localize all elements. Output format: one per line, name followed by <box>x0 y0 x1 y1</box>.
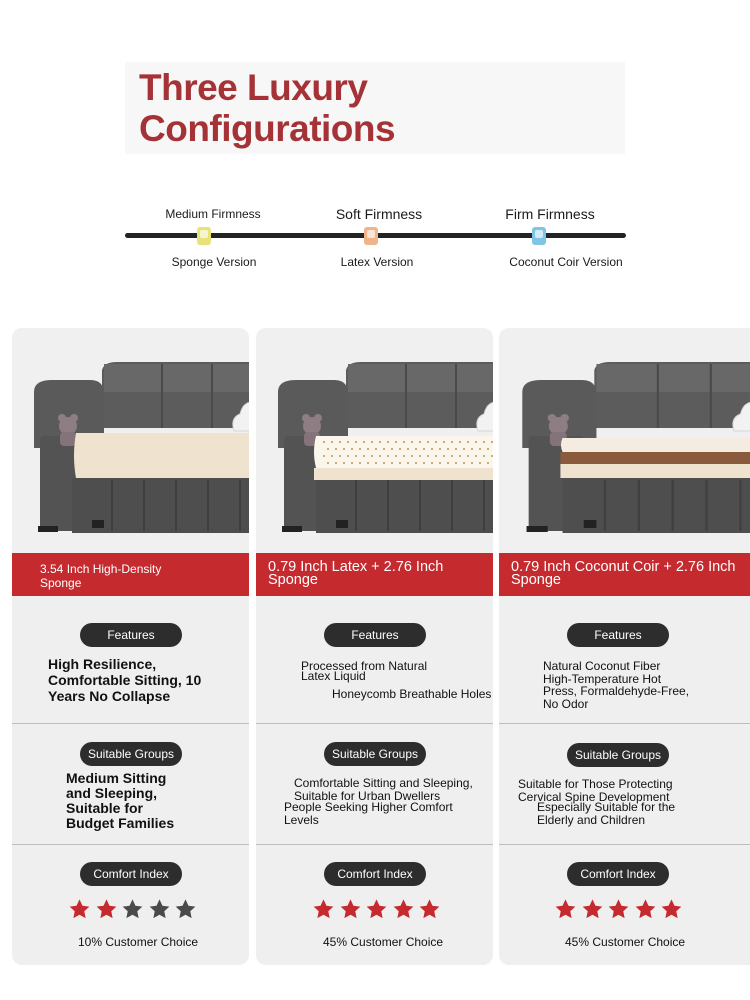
star-filled-icon <box>554 898 577 920</box>
star-filled-icon <box>365 898 388 920</box>
group-line: Comfortable Sitting and Sleeping, <box>294 776 473 790</box>
group-line: Especially Suitable for the <box>537 800 676 814</box>
divider <box>499 844 750 845</box>
layer-label: 0.79 Inch Coconut Coir + 2.76 Inch Sponge <box>511 559 736 588</box>
comfort-pill: Comfort Index <box>324 862 426 886</box>
sofa-image-latex <box>256 328 493 553</box>
group-line: Suitable for Urban Dwellers <box>294 789 441 803</box>
star-filled-icon <box>607 898 630 920</box>
firmness-label-firm: Firm Firmness <box>505 206 595 222</box>
features-pill: Features <box>80 623 182 647</box>
star-empty-icon <box>174 898 197 920</box>
star-empty-icon <box>121 898 144 920</box>
divider <box>499 723 750 724</box>
features-text <box>48 656 201 704</box>
features-text <box>543 660 689 710</box>
comfort-pill: Comfort Index <box>567 862 669 886</box>
group-line: Suitable for <box>66 800 144 816</box>
layer-band <box>499 553 750 596</box>
page-title-line-2: Configurations <box>139 108 396 149</box>
feature-line: Natural Coconut Fiber <box>543 659 661 673</box>
groups-text <box>66 771 174 831</box>
features-pill: Features <box>567 623 669 647</box>
firmness-label-medium: Medium Firmness <box>165 207 261 221</box>
config-card-sponge <box>12 328 249 965</box>
latex-cube-icon <box>364 227 378 245</box>
group-line: and Sleeping, <box>66 785 158 801</box>
layer-label: 3.54 Inch High-Density Sponge <box>40 562 162 590</box>
config-card-latex <box>256 328 493 965</box>
star-filled-icon <box>581 898 604 920</box>
divider <box>12 844 249 845</box>
customer-choice: 45% Customer Choice <box>323 935 444 949</box>
version-label-sponge: Sponge Version <box>171 255 257 269</box>
feature-line: Comfortable Sitting, 10 <box>48 672 202 688</box>
feature-line: Years No Collapse <box>48 688 171 704</box>
divider <box>256 844 493 845</box>
config-card-coir <box>499 328 750 965</box>
star-filled-icon <box>634 898 657 920</box>
coir-cube-icon <box>532 227 546 245</box>
divider <box>12 723 249 724</box>
feature-line: High Resilience, <box>48 656 157 672</box>
version-label-coir: Coconut Coir Version <box>509 255 623 269</box>
sponge-cube-icon <box>197 227 211 245</box>
group-line: Elderly and Children <box>537 813 646 827</box>
group-line: People Seeking Higher Comfort <box>284 800 453 814</box>
sofa-image-coir <box>499 328 750 553</box>
star-filled-icon <box>312 898 335 920</box>
features-pill: Features <box>324 623 426 647</box>
groups-pill: Suitable Groups <box>324 742 426 766</box>
star-filled-icon <box>339 898 362 920</box>
feature-line: No Odor <box>543 696 589 711</box>
layer-band <box>12 553 249 596</box>
star-empty-icon <box>148 898 171 920</box>
divider <box>256 723 493 724</box>
star-filled-icon <box>68 898 91 920</box>
rating-stars <box>312 898 441 920</box>
feature-line: Honeycomb Breathable Holes <box>332 687 492 701</box>
star-filled-icon <box>660 898 683 920</box>
group-line: Medium Sitting <box>66 770 167 786</box>
groups-pill: Suitable Groups <box>567 743 669 767</box>
group-line: Budget Families <box>66 815 175 831</box>
page-title-line-1: Three Luxury <box>139 67 368 108</box>
star-filled-icon <box>95 898 118 920</box>
feature-line: Latex Liquid <box>301 669 366 683</box>
customer-choice: 45% Customer Choice <box>565 935 686 949</box>
layer-label: 0.79 Inch Latex + 2.76 Inch Sponge <box>268 559 444 588</box>
rating-stars <box>554 898 683 920</box>
feature-line: Processed from Natural <box>301 659 428 673</box>
comfort-pill: Comfort Index <box>80 862 182 886</box>
page-title <box>139 67 395 149</box>
feature-line: High-Temperature Hot <box>543 671 662 686</box>
group-line: Levels <box>284 813 319 827</box>
star-filled-icon <box>418 898 441 920</box>
groups-pill: Suitable Groups <box>80 742 182 766</box>
customer-choice: 10% Customer Choice <box>78 935 199 949</box>
version-label-latex: Latex Version <box>340 255 414 269</box>
sofa-image-sponge <box>12 328 249 553</box>
group-line: Suitable for Those Protecting <box>518 777 673 791</box>
layer-band <box>256 553 493 596</box>
firmness-label-soft: Soft Firmness <box>335 206 423 222</box>
feature-line: Press, Formaldehyde-Free, <box>543 684 690 698</box>
title-block <box>125 62 625 154</box>
star-filled-icon <box>392 898 415 920</box>
rating-stars <box>68 898 197 920</box>
group-line: Cervical Spine Development <box>518 790 670 804</box>
